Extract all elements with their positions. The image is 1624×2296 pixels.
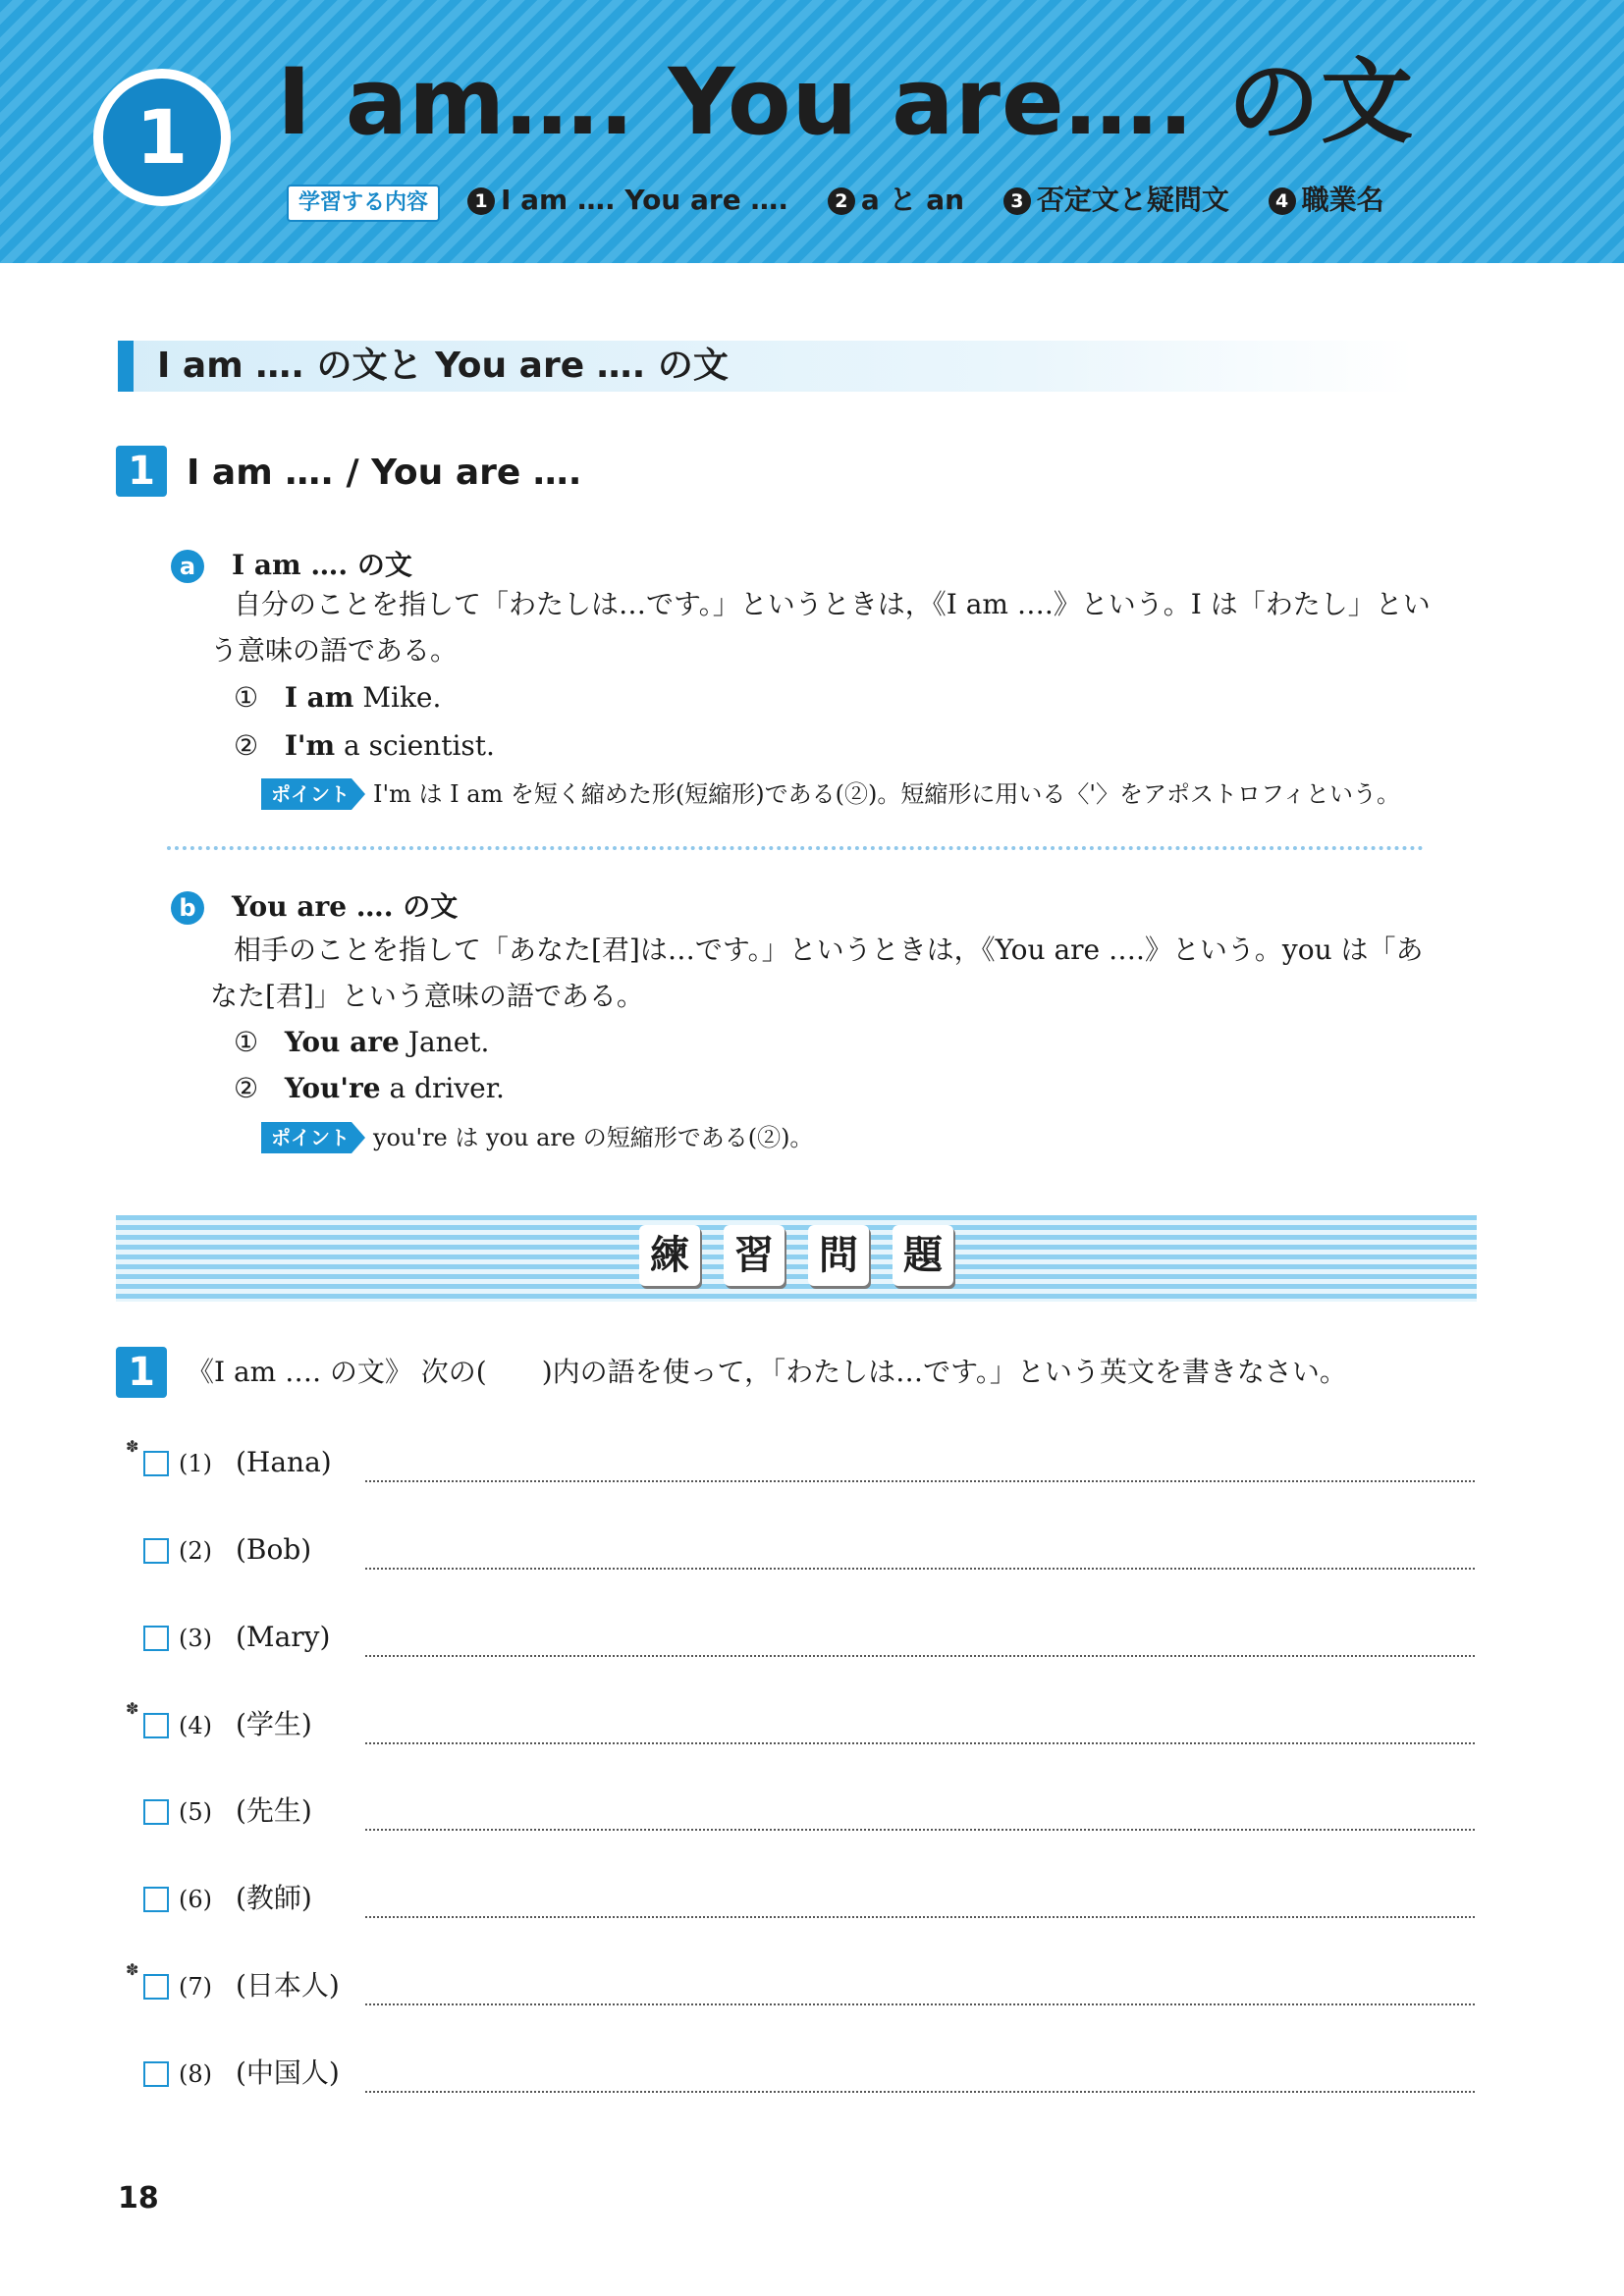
question-instruction: 《I am …. の文》 次の( )内の語を使って，「わたしは…です。」という英文を書きなさい。 [187, 1356, 1347, 1388]
answer-line[interactable] [365, 2003, 1475, 2005]
topic-item: 2 a と an [828, 184, 964, 216]
check-box[interactable] [143, 1451, 169, 1476]
item-word: (先生) [236, 1794, 312, 1827]
point-text: you're は you are の短縮形である(②)。 [373, 1124, 814, 1151]
star-mark: ✽ [126, 1699, 139, 1718]
part-b-explanation: 相手のことを指して「あなた[君]は…です。」というときは，《You are ….》という。you は「あ [234, 934, 1424, 966]
part-a-badge: a [171, 550, 204, 583]
item-number: (5) [179, 1798, 212, 1826]
item-word: (Hana) [236, 1446, 332, 1478]
answer-line[interactable] [365, 1829, 1475, 1831]
item-word: (日本人) [236, 1969, 340, 2002]
answer-line[interactable] [365, 1655, 1475, 1657]
sub-section-heading: I am …. / You are …. [187, 453, 582, 493]
star-mark: ✽ [126, 1437, 139, 1456]
example-sentence: ② I'm a scientist. [234, 729, 495, 762]
item-word: (教師) [236, 1882, 312, 1914]
topic-item: 3 否定文と疑問文 [1003, 184, 1229, 216]
practice-banner [116, 1215, 1477, 1302]
practice-char: 練 [639, 1225, 700, 1286]
section-heading-text: I am …. の文と You are …. の文 [157, 346, 729, 386]
part-a-explanation: 自分のことを指して「わたしは…です。」というときは，《I am ….》という。I は「わたし」とい [234, 588, 1431, 620]
answer-line[interactable] [365, 2091, 1475, 2093]
item-number: (6) [179, 1886, 212, 1913]
practice-char: 問 [808, 1225, 869, 1286]
learning-content-label: 学習する内容 [287, 185, 440, 222]
example-sentence: ① I am Mike. [234, 681, 442, 714]
part-b-badge: b [171, 891, 204, 925]
question-row [0, 1699, 1624, 1762]
question-row [0, 1528, 1624, 1587]
check-box[interactable] [143, 1626, 169, 1651]
chapter-title: I am…. You are…. の文 [277, 49, 1415, 156]
item-number: (3) [179, 1625, 212, 1652]
question-row [0, 1789, 1624, 1848]
question-number: 1 [116, 1347, 167, 1398]
item-word: (Bob) [236, 1533, 312, 1566]
sub-section-number: 1 [116, 446, 167, 497]
question-row [0, 1437, 1624, 1500]
section-heading [118, 341, 1414, 392]
check-box[interactable] [143, 1887, 169, 1912]
answer-line[interactable] [365, 1916, 1475, 1918]
check-box[interactable] [143, 1974, 169, 2000]
practice-char: 習 [724, 1225, 785, 1286]
check-box[interactable] [143, 1538, 169, 1564]
star-mark: ✽ [126, 1960, 139, 1979]
part-b-explanation-cont: なた[君]」という意味の語である。 [210, 980, 644, 1012]
check-box[interactable] [143, 1713, 169, 1738]
page-number: 18 [118, 2181, 159, 2216]
check-box[interactable] [143, 1799, 169, 1825]
chapter-number: 1 [103, 79, 221, 196]
item-number: (4) [179, 1712, 212, 1739]
item-word: (中国人) [236, 2056, 340, 2089]
item-word: (Mary) [236, 1621, 331, 1653]
question-row [0, 2052, 1624, 2110]
check-box[interactable] [143, 2061, 169, 2087]
part-a-explanation-cont: う意味の語である。 [210, 634, 459, 667]
item-number: (2) [179, 1537, 212, 1565]
example-sentence: ② You're a driver. [234, 1072, 505, 1104]
topic-list [467, 183, 1414, 218]
point-tag: ポイント [261, 778, 352, 810]
item-number: (8) [179, 2060, 212, 2088]
topic-item: 1 I am …. You are …. [467, 184, 788, 216]
answer-line[interactable] [365, 1480, 1475, 1482]
practice-char: 題 [893, 1225, 953, 1286]
question-row [0, 1877, 1624, 1936]
chapter-banner [0, 0, 1624, 263]
dotted-divider [167, 846, 1424, 850]
item-number: (1) [179, 1450, 212, 1477]
example-sentence: ① You are Janet. [234, 1026, 490, 1058]
answer-line[interactable] [365, 1742, 1475, 1744]
part-a-title: I am …. の文 [232, 549, 412, 581]
topic-item: 4 職業名 [1269, 184, 1384, 216]
point-text: I'm は I am を短く縮めた形(短縮形)である(②)。短縮形に用いる〈'〉をアポストロフィという。 [373, 780, 1401, 808]
answer-line[interactable] [365, 1568, 1475, 1570]
chapter-number-badge [93, 69, 231, 206]
question-row [0, 1616, 1624, 1675]
part-b-title: You are …. の文 [232, 890, 459, 923]
question-row [0, 1960, 1624, 2023]
item-number: (7) [179, 1973, 212, 2001]
item-word: (学生) [236, 1708, 312, 1740]
point-tag: ポイント [261, 1122, 352, 1153]
